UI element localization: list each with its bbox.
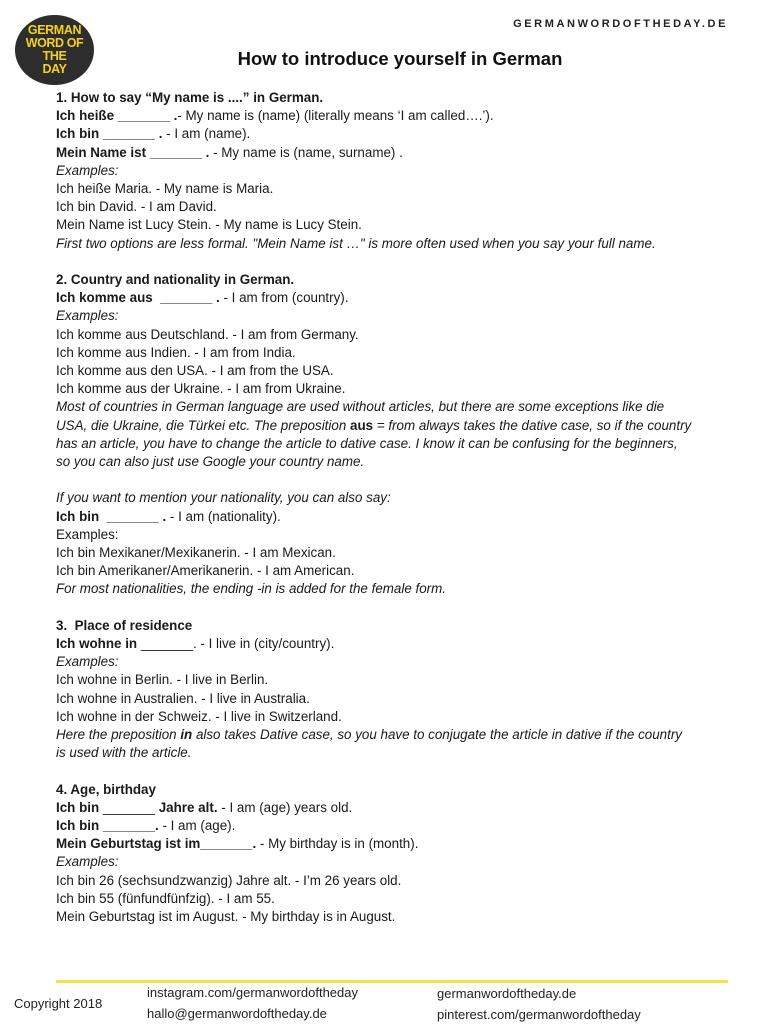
examples-label: Examples:: [56, 654, 119, 670]
phrase-german: Ich bin _______ .: [56, 508, 167, 524]
phrase-line: [56, 835, 736, 853]
phrase-english: _______. - I live in (city/country).: [137, 636, 335, 652]
page-title: How to introduce yourself in German: [237, 48, 563, 69]
website-link[interactable]: germanwordoftheday.de: [437, 986, 577, 1001]
section-3-heading: 3. Place of residence: [56, 617, 193, 633]
section-note: For most nationalities, the ending -in is added for the female form.: [56, 581, 447, 597]
section-note: is used with the article.: [56, 745, 192, 761]
site-url-header: GERMANWORDOFTHEDAY.DE: [513, 18, 728, 30]
section-note: First two options are less formal. "Mein Name ist …" is more often used when you say your full name.: [56, 235, 656, 251]
section-note: Most of countries in German language are used without articles, but there are some exceptions like die: [56, 399, 665, 415]
example-line: Ich bin 55 (fünfundfünfzig). - I am 55.: [56, 890, 275, 906]
phrase-english: - My name is (name) (literally means ‘I am called….’).: [177, 108, 494, 124]
example-line: Mein Name ist Lucy Stein. - My name is Lucy Stein.: [56, 217, 362, 233]
phrase-line: [56, 817, 736, 835]
note-text: Here the preposition: [56, 727, 181, 743]
note-text: USA, die Ukraine, die Türkei etc. The preposition: [56, 417, 350, 433]
phrase-line: [56, 125, 736, 143]
phrase-german: Ich bin _______ .: [56, 126, 163, 142]
example-line: Ich wohne in Australien. - I live in Australia.: [56, 690, 310, 706]
example-line: Ich komme aus Indien. - I am from India.: [56, 344, 296, 360]
phrase-german: Ich bin: [56, 799, 100, 815]
example-line: Ich komme aus der Ukraine. - I am from Ukraine.: [56, 381, 346, 397]
phrase-german: Ich heiße _______ .: [56, 108, 178, 124]
phrase-line: [56, 635, 736, 653]
example-line: Ich komme aus Deutschland. - I am from Germany.: [56, 326, 359, 342]
copyright: Copyright 2018: [14, 996, 103, 1011]
phrase-english: - My name is (name, surname) .: [209, 144, 403, 160]
section-note: [56, 417, 736, 435]
section-1-heading: 1. How to say “My name is ....” in German.: [56, 90, 324, 105]
nationality-intro: If you want to mention your nationality, you can also say:: [56, 490, 391, 506]
phrase-english: - I am (age).: [158, 818, 236, 834]
phrase-line: [56, 144, 736, 162]
phrase-german: Mein Name ist _______ .: [56, 144, 210, 160]
phrase-english: - I am (age) years old.: [217, 799, 353, 815]
note-text: also takes Dative case, so you have to conjugate the article in dative if the country: [192, 727, 682, 743]
example-line: Ich komme aus den USA. - I am from the USA.: [56, 363, 334, 379]
phrase-german: Ich komme aus _______ .: [56, 290, 220, 306]
example-line: Ich bin Amerikaner/Amerikanerin. - I am American.: [56, 563, 355, 579]
examples-label: Examples:: [56, 526, 119, 542]
example-line: Mein Geburtstag ist im August. - My birthday is in August.: [56, 909, 396, 925]
phrase-line: [56, 508, 736, 526]
section-note: has an article, you have to change the article to dative case. I know it can be confusing for the beginners,: [56, 435, 678, 451]
examples-label: Examples:: [56, 162, 119, 178]
logo-line-2: WORD OF THE: [25, 36, 84, 63]
phrase-line: [56, 107, 736, 125]
phrase-german: Mein Geburtstag ist im_______.: [56, 836, 257, 852]
logo-line-3: DAY: [42, 62, 67, 76]
example-line: Ich wohne in der Schweiz. - I live in Switzerland.: [56, 708, 342, 724]
note-text: = from always takes the dative case, so if the country: [373, 417, 692, 433]
logo-line-1: GERMAN: [27, 23, 82, 37]
example-line: Ich bin 26 (sechsundzwanzig) Jahre alt. - I’m 26 years old.: [56, 872, 402, 888]
phrase-line: [56, 289, 736, 307]
phrase-line: [56, 799, 736, 817]
phrase-german: Ich wohne in: [56, 636, 138, 652]
phrase-english: - My birthday is in (month).: [256, 836, 419, 852]
examples-label: Examples:: [56, 308, 119, 324]
pinterest-link[interactable]: pinterest.com/germanwordoftheday: [437, 1007, 641, 1022]
example-line: Ich wohne in Berlin. - I live in Berlin.: [56, 672, 269, 688]
phrase-blank: _______: [99, 799, 159, 815]
phrase-german: Ich bin _______.: [56, 818, 159, 834]
phrase-english: - I am from (country).: [219, 290, 349, 306]
example-line: Ich heiße Maria. - My name is Maria.: [56, 181, 274, 197]
section-4-heading: 4. Age, birthday: [56, 781, 156, 797]
instagram-link[interactable]: instagram.com/germanwordoftheday: [147, 985, 358, 1000]
document-body: [56, 89, 736, 926]
phrase-english: - I am (name).: [162, 126, 251, 142]
section-note: so you can also just use Google your country name.: [56, 454, 365, 470]
example-line: Ich bin Mexikaner/Mexikanerin. - I am Mexican.: [56, 545, 336, 561]
phrase-english: - I am (nationality).: [166, 508, 281, 524]
section-2-heading: 2. Country and nationality in German.: [56, 272, 295, 288]
examples-label: Examples:: [56, 854, 119, 870]
email-link[interactable]: hallo@germanwordoftheday.de: [147, 1006, 327, 1021]
section-note: [56, 726, 736, 744]
phrase-german: Jahre alt.: [158, 799, 218, 815]
note-keyword: in: [180, 727, 193, 743]
footer-divider: [56, 980, 728, 983]
example-line: Ich bin David. - I am David.: [56, 199, 217, 215]
note-keyword: aus: [350, 417, 374, 433]
